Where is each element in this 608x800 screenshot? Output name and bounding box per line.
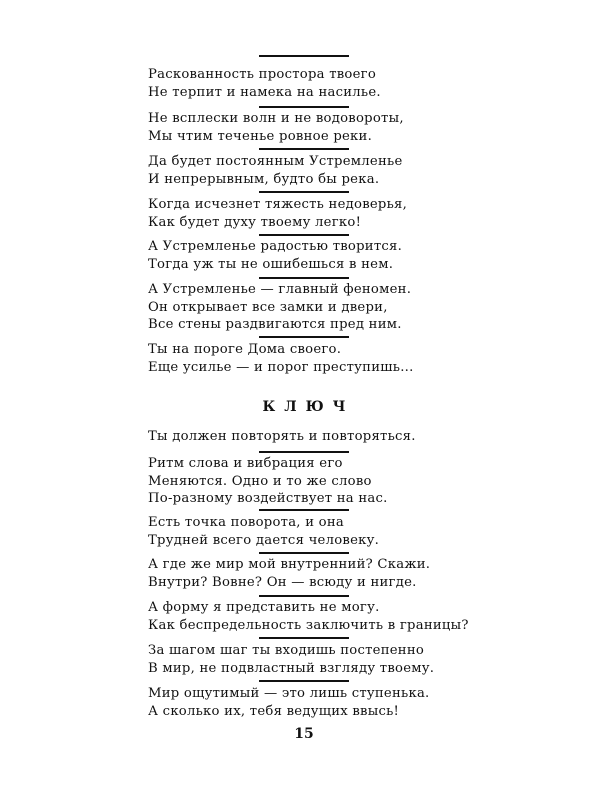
stanza: [148, 514, 478, 549]
stanza-divider: [259, 106, 349, 108]
verse-line: А сколько их, тебя ведущих ввысь!: [148, 703, 400, 719]
verse-line: А где же мир мой внутренний? Скажи.: [148, 557, 431, 572]
verse-line: Есть точка поворота, и она: [148, 515, 345, 530]
verse-line: Не всплески волн и не водовороты,: [148, 111, 404, 126]
verse-line: Как беспредельность заключить в границы?: [148, 617, 469, 633]
verse-line: И непрерывным, будто бы река.: [148, 171, 380, 187]
verse-line: Не терпит и намека на насилье.: [148, 84, 381, 100]
verse-line: А форму я представить не могу.: [148, 600, 380, 615]
verse-line: Внутри? Вовне? Он — всюду и нигде.: [148, 574, 417, 590]
verse-line: Меняются. Одно и то же слово: [148, 473, 372, 489]
stanza-divider: [259, 191, 349, 193]
stanza-divider: [259, 509, 349, 511]
verse-line: В мир, не подвластный взгляду твоему.: [148, 660, 435, 676]
verse-line: Тогда уж ты не ошибешься в нем.: [148, 256, 394, 272]
verse-line: Ты на пороге Дома своего.: [148, 342, 342, 357]
stanza: [148, 110, 478, 145]
verse-line: Раскованность простора твоего: [148, 67, 377, 82]
stanza: [148, 556, 478, 591]
page-number: 15: [294, 726, 314, 742]
verse-line: Как будет духу твоему легко!: [148, 214, 362, 230]
stanza-divider: [259, 55, 349, 57]
verse-line: Ты должен повторять и повторяться.: [148, 429, 416, 444]
section-title: КЛЮЧ: [262, 399, 355, 415]
stanza-divider: [259, 451, 349, 453]
verse-line: Да будет постоянным Устремленье: [148, 154, 403, 169]
stanza: [148, 599, 478, 634]
stanza-divider: [259, 277, 349, 279]
verse-line: По-разному воздействует на нас.: [148, 491, 388, 506]
stanza: [148, 642, 478, 677]
stanza-divider: [259, 637, 349, 639]
verse-line: Когда исчезнет тяжесть недоверья,: [148, 197, 408, 212]
stanza: [148, 341, 478, 376]
stanza: [148, 281, 478, 334]
verse-line: Все стены раздвигаются пред ним.: [148, 317, 402, 332]
verse-line: Он открывает все замки и двери,: [148, 299, 388, 315]
stanza: [148, 196, 478, 231]
verse-line: А Устремленье — главный феномен.: [148, 282, 412, 297]
stanza-divider: [259, 595, 349, 597]
verse-line: Мы чтим теченье ровное реки.: [148, 128, 373, 144]
stanza-divider: [259, 234, 349, 236]
stanza-divider: [259, 148, 349, 150]
stanza: [148, 238, 478, 273]
verse-line: За шагом шаг ты входишь постепенно: [148, 643, 425, 658]
stanza-divider: [259, 552, 349, 554]
stanza: [148, 153, 478, 188]
verse-line: Еще усилье — и порог преступишь...: [148, 359, 414, 375]
stanza: [148, 455, 478, 508]
verse-line: Ритм слова и вибрация его: [148, 456, 343, 471]
stanza-divider: [259, 336, 349, 338]
stanza: [148, 685, 478, 720]
stanza: [148, 428, 478, 446]
verse-line: Мир ощутимый — это лишь ступенька.: [148, 686, 430, 701]
verse-line: Трудней всего дается человеку.: [148, 532, 380, 548]
stanza: [148, 66, 478, 101]
stanza-divider: [259, 680, 349, 682]
verse-line: А Устремленье радостью творится.: [148, 239, 403, 254]
